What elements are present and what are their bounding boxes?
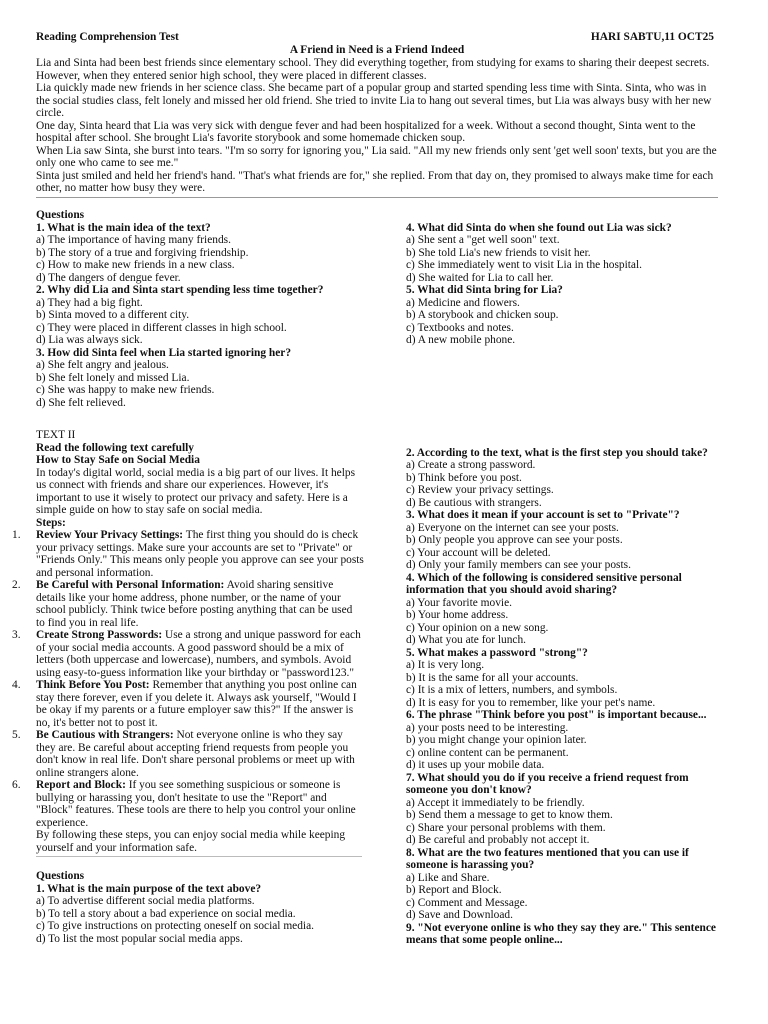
test-date: HARI SABTU,11 OCT25 — [590, 31, 714, 43]
step-item — [12, 679, 364, 729]
test-title: Reading Comprehension Test — [36, 31, 179, 43]
answer-option: a) Create a strong password. — [406, 459, 536, 471]
question-block — [406, 284, 718, 347]
answer-option: c) online content can be permanent. — [406, 746, 569, 759]
question-text: 1. What is the main idea of the text? — [36, 221, 211, 234]
answer-option: b) A storybook and chicken soup. — [406, 309, 559, 321]
step-item — [12, 629, 364, 679]
question-text: 1. What is the main purpose of the text above? — [36, 882, 262, 895]
answer-option: c) She was happy to make new friends. — [36, 384, 215, 396]
answer-option: c) Share your personal problems with them. — [406, 821, 606, 834]
answer-option: d) To list the most popular social media apps. — [36, 932, 243, 945]
question-text: 4. What did Sinta do when she found out Lia was sick? — [406, 221, 672, 234]
step-text: Not everyone online is who they say they are. Be careful about accepting friend requests from people you don't know in real life. Don't share personal problems or meet up with online strangers alone. — [36, 729, 355, 779]
step-title: Think Before You Post: — [36, 679, 150, 691]
step-text: Use a strong and unique password for each of your social media accounts. A good password should be a mix of letters (both uppercase and lowercase), numbers, and symbols. Avoid using easy-to-guess information like your birthday or "password123." — [36, 629, 361, 679]
question-block — [406, 847, 718, 922]
questions-1-left — [36, 209, 364, 409]
answer-option: d) She felt relieved. — [36, 396, 126, 409]
answer-option: d) A new mobile phone. — [406, 334, 516, 346]
question-block — [406, 647, 718, 710]
answer-option: c) Textbooks and notes. — [406, 321, 514, 334]
passage-paragraph: One day, Sinta heard that Lia was very sick with dengue fever and had been hospitalized for a week. Without a second thought, Sinta went to the hospital after school. She brought Lia's favorite storybook and some homemade chicken soup. — [36, 119, 696, 144]
question-text: 4. Which of the following is considered sensitive personal information that you should avoid sharing? — [406, 571, 682, 596]
question-text: 2. Why did Lia and Sinta start spending less time together? — [36, 284, 324, 296]
passage-paragraph: Lia quickly made new friends in her science class. She became part of a popular group and started spending less time with Sinta. Sinta, who was in the social studies class, felt lonely and missed her old friend. She tried to invite Lia to hang out several times, but Lia was always busy with her new circle. — [36, 82, 712, 119]
answer-option: a) Your favorite movie. — [406, 596, 512, 609]
step-text: Remember that anything you post online can stay there forever, even if you delete it. Always ask yourself, "Would I be okay if my parents or a future employer saw this?" If the answer is no, it's better not to post it. — [36, 679, 357, 729]
step-number: 4. — [12, 679, 21, 691]
question-block — [36, 222, 364, 285]
answer-option: a) They had a big fight. — [36, 296, 143, 309]
step-number: 6. — [12, 779, 21, 791]
question-text: 7. What should you do if you receive a friend request from someone you don't know? — [406, 771, 689, 796]
worksheet-page — [12, 31, 718, 946]
question-text: 3. What does it mean if your account is set to "Private"? — [406, 509, 680, 521]
answer-option: d) Be cautious with strangers. — [406, 496, 542, 509]
answer-option: c) They were placed in different classes in high school. — [36, 321, 287, 334]
step-text: If you see something suspicious or someone is bullying or harassing you, don't hesitate to use the "Report" and "Block" features. These tools are there to help you control your online experience. — [36, 779, 356, 829]
answer-option: b) Only people you approve can see your posts. — [406, 534, 623, 546]
question-text: 5. What makes a password "strong"? — [406, 646, 588, 659]
answer-option: b) Think before you post. — [406, 471, 522, 484]
answer-option: b) Sinta moved to a different city. — [36, 309, 190, 321]
answer-option: b) Your home address. — [406, 609, 509, 621]
answer-option: d) What you ate for lunch. — [406, 634, 526, 646]
question-block — [406, 709, 718, 772]
question-text: 3. How did Sinta feel when Lia started ignoring her? — [36, 346, 292, 359]
step-text: Avoid sharing sensitive details like your home address, phone number, or the name of your school publicly. Think twice before posting anything that can be used to find you in real life. — [36, 579, 353, 629]
answer-option: d) She waited for Lia to call her. — [406, 271, 554, 284]
step-number: 2. — [12, 579, 21, 591]
question-block — [406, 572, 718, 647]
step-title: Report and Block: — [36, 779, 126, 791]
answer-option: c) It is a mix of letters, numbers, and symbols. — [406, 684, 618, 696]
answer-option: a) Like and Share. — [406, 871, 490, 884]
question-block — [406, 772, 718, 847]
answer-option: d) Only your family members can see your posts. — [406, 559, 631, 571]
text-2-instruction: Read the following text carefully — [36, 441, 194, 454]
answer-option: b) The story of a true and forgiving friendship. — [36, 246, 249, 259]
answer-option: d) it uses up your mobile data. — [406, 759, 545, 771]
step-number: 3. — [12, 629, 21, 641]
step-number: 1. — [12, 529, 21, 541]
page-header — [36, 31, 718, 44]
questions-2-left — [36, 870, 364, 945]
passage-title: A Friend in Need is a Friend Indeed — [289, 44, 465, 56]
answer-option: a) She felt angry and jealous. — [36, 359, 169, 371]
answer-option: b) Send them a message to get to know them. — [406, 809, 613, 821]
section-divider — [36, 856, 362, 857]
step-item — [12, 579, 364, 629]
step-item — [12, 779, 364, 829]
step-title: Be Careful with Personal Information: — [36, 579, 225, 591]
answer-option: d) The dangers of dengue fever. — [36, 271, 181, 284]
answer-option: a) Everyone on the internet can see your posts. — [406, 521, 619, 534]
question-block — [406, 222, 718, 285]
step-number: 5. — [12, 729, 21, 741]
text-2-intro: In today's digital world, social media is a big part of our lives. It helps us connect with friends and share our experiences. However, it's important to use it wisely to protect our privacy and safety. Here is a simple guide on how to stay safe on social media. — [36, 466, 356, 516]
step-title: Review Your Privacy Settings: — [36, 529, 184, 541]
text-2-closing: By following these steps, you can enjoy social media while keeping yourself and your information safe. — [36, 829, 346, 854]
answer-option: d) It is easy for you to remember, like your pet's name. — [406, 696, 656, 709]
passage-paragraph: Sinta just smiled and held her friend's hand. "That's what friends are for," she replied. From that day on, they promised to always make time for each other, no matter how busy they were. — [36, 169, 714, 194]
answer-option: b) It is the same for all your accounts. — [406, 671, 579, 684]
question-block — [36, 347, 364, 410]
steps-list — [12, 529, 364, 829]
step-title: Be Cautious with Strangers: — [36, 729, 174, 741]
answer-option: b) you might change your opinion later. — [406, 734, 587, 746]
answer-option: b) She felt lonely and missed Lia. — [36, 371, 190, 384]
answer-option: a) Accept it immediately to be friendly. — [406, 796, 585, 809]
answer-option: c) She immediately went to visit Lia in the hospital. — [406, 259, 642, 271]
passage-text — [36, 57, 718, 195]
question-block — [406, 922, 718, 947]
answer-option: a) your posts need to be interesting. — [406, 721, 569, 734]
question-text: 5. What did Sinta bring for Lia? — [406, 284, 563, 296]
answer-option: a) The importance of having many friends. — [36, 234, 231, 246]
steps-label: Steps: — [36, 516, 66, 529]
answer-option: c) To give instructions on protecting oneself on social media. — [36, 920, 314, 932]
answer-option: b) To tell a story about a bad experience on social media. — [36, 907, 296, 920]
answer-option: c) Review your privacy settings. — [406, 484, 554, 496]
questions-heading: Questions — [36, 870, 85, 882]
answer-option: a) It is very long. — [406, 659, 485, 671]
step-title: Create Strong Passwords: — [36, 629, 163, 641]
answer-option: b) She told Lia's new friends to visit her. — [406, 246, 591, 259]
answer-option: a) She sent a "get well soon" text. — [406, 234, 560, 246]
questions-heading: Questions — [36, 209, 85, 221]
step-item — [12, 729, 364, 779]
text-2-label: TEXT II — [36, 429, 76, 441]
answer-option: a) To advertise different social media platforms. — [36, 895, 255, 907]
questions-1-right — [406, 209, 718, 347]
answer-option: a) Medicine and flowers. — [406, 296, 520, 309]
answer-option: c) Comment and Message. — [406, 896, 528, 909]
questions-2-right — [406, 429, 718, 947]
question-block — [406, 509, 718, 572]
question-text: 9. "Not everyone online is who they say they are." This sentence means that some people online... — [406, 921, 716, 946]
answer-option: d) Save and Download. — [406, 909, 513, 921]
question-text: 6. The phrase "Think before you post" is important because... — [406, 709, 707, 721]
passage-paragraph: Lia and Sinta had been best friends since elementary school. They did everything together, from studying for exams to sharing their deepest secrets. However, when they entered senior high school, they were placed in different classes. — [36, 57, 710, 82]
text-2-left — [12, 429, 364, 945]
question-block — [406, 447, 718, 510]
text-2-title: How to Stay Safe on Social Media — [36, 454, 200, 466]
answer-option: d) Lia was always sick. — [36, 334, 143, 346]
answer-option: b) Report and Block. — [406, 884, 502, 896]
answer-option: d) Be careful and probably not accept it. — [406, 834, 590, 846]
question-block — [36, 284, 364, 347]
answer-option: c) Your account will be deleted. — [406, 546, 551, 559]
answer-option: c) Your opinion on a new song. — [406, 621, 549, 634]
step-text: The first thing you should do is check your privacy settings. Make sure your accounts are set to "Private" or "Friends Only." This means only people you approve can see your posts and personal information. — [36, 529, 364, 579]
question-text: 2. According to the text, what is the first step you should take? — [406, 446, 708, 459]
answer-option: c) How to make new friends in a new class. — [36, 259, 235, 271]
section-divider — [36, 197, 718, 198]
question-text: 8. What are the two features mentioned that you can use if someone is harassing you? — [406, 846, 689, 871]
step-item — [12, 529, 364, 579]
passage-paragraph: When Lia saw Sinta, she burst into tears. "I'm so sorry for ignoring you," Lia said. "All my new friends only sent 'get well soon' texts, but you are the only one who came to see me." — [36, 144, 717, 169]
